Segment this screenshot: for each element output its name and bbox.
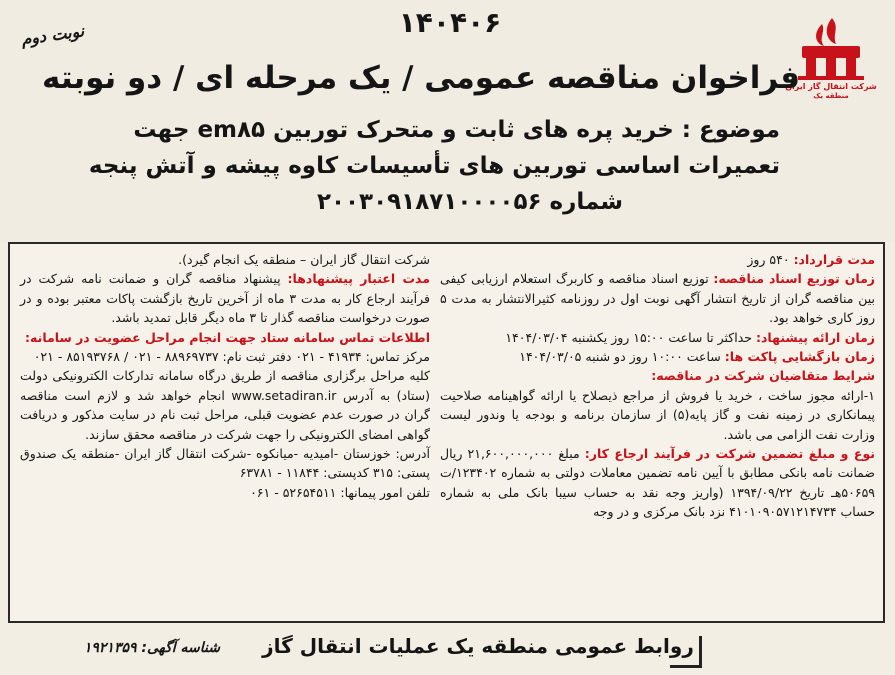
right-column <box>440 250 875 522</box>
setad-contacts: مرکز تماس: ۴۱۹۳۴ - ۰۲۱ دفتر ثبت نام: ۸۸۹۶۹۷۳۷ - ۰۲۱ / ۸۵۱۹۳۷۶۸ - ۰۲۱ <box>33 349 430 365</box>
contract-label: مدت قرارداد: <box>793 252 875 267</box>
proposal-deadline <box>440 328 875 347</box>
subject-line-3: شماره ۲۰۰۳۰۹۱۸۷۱۰۰۰۰۵۶ <box>316 189 624 215</box>
contract-duration <box>440 250 875 269</box>
notice-subject <box>88 112 780 220</box>
ad-identifier: شناسه آگهی: ۱۹۲۱۳۵۹ <box>83 640 220 656</box>
validity-label: مدت اعتبار پیشنهادها: <box>287 271 430 287</box>
distribution-time <box>440 269 875 327</box>
conditions-label: شرایط متقاضیان شرکت در مناقصه: <box>651 368 875 384</box>
procedure-text: کلیه مراحل برگزاری مناقصه از طریق درگاه سامانه تدارکات الکترونیکی دولت (ستاد) به آدرس www.setadiran.ir انجام خواهد شد و لازم است مناقصه گران در صورت عدم عضویت قبلی، مراحل ثبت نام در سایت مذکور و دریافت گواهی امضای الکترونیکی را جهت شرکت در مناقصه محقق سازند. <box>20 368 431 442</box>
validity-section <box>20 269 430 327</box>
address-text: آدرس: خوزستان -امیدیه -میانکوه -شرکت انتقال گاز ایران -منطقه یک صندوق پستی: ۳۱۵ کدپستی: ۱۱۸۴۴ - ۶۳۷۸۱ <box>20 446 430 481</box>
notice-header <box>0 0 895 242</box>
opening-label: زمان بازگشایی پاکت ها: <box>724 349 875 365</box>
contract-value: ۵۴۰ روز <box>747 252 790 267</box>
guarantee-section <box>440 444 875 522</box>
logo-company-name: شرکت انتقال گاز ایران <box>785 82 877 91</box>
left-column <box>20 250 430 502</box>
distribution-label: زمان توزیع اسناد مناقصه: <box>713 271 876 287</box>
subject-line-2: تعمیرات اساسی توربین های تأسیسات کاوه پیشه و آتش پنجه <box>88 153 780 179</box>
guarantee-label: نوع و مبلغ تضمین شرکت در فرآیند ارجاع کار: <box>584 446 876 462</box>
opening-value: ساعت ۱۰:۰۰ روز دو شنبه ۱۴۰۴/۰۳/۰۵ <box>519 349 721 365</box>
logo-region: منطقه یک <box>813 92 849 100</box>
contracts-phone: تلفن امور پیمانها: ۵۲۶۵۴۵۱۱ - ۰۶۱ <box>250 484 430 500</box>
public-relations-signature: روابط عمومی منطقه یک عملیات انتقال گاز <box>262 634 694 658</box>
guarantee-value: مبلغ ۲۱,۶۰۰,۰۰۰,۰۰۰ ریال ضمانت نامه بانکی مطابق با آیین نامه تضمین معاملات دولتی به شماره ۱۲۳۴۰۲/ت ۵۰۶۵۹هـ تاریخ ۱۳۹۴/۰۹/۲۲ (واریز وجه نقد به حساب سیبا بانک ملی به شماره حساب ۴۱۰۱۰۹۰۵۷۱۲۱۴۷۳۴ نزد بانک مرکزی و در وجه <box>440 446 875 520</box>
flame-logo-icon <box>792 16 870 82</box>
bidder-conditions: ۱-ارائه مجوز ساخت ، خرید یا فروش از مراجع ذیصلاح یا ارائه گواهینامه صلاحیت پیمانکاری در زمینه نفت و گاز پایه(۵) از سازمان برنامه و بودجه یا وندور لیست وزارت نفت الزامی می باشد. <box>440 387 875 442</box>
bidder-conditions-heading <box>440 366 875 385</box>
opening-time <box>440 347 875 366</box>
validity-value: پیشنهاد مناقصه گران و ضمانت نامه شرکت در فرآیند ارجاع کار به مدت ۳ ماه از آخرین تاریخ بازگشت پاکات معتبر بوده و در صورت درخواست مناقصه گذار تا ۳ ماه دیگر قابل تمدید باشد. <box>20 271 430 326</box>
subject-line-1: موضوع : خرید پره های ثابت و متحرک توربین em۸۵ جهت <box>133 117 780 143</box>
notice-body <box>8 242 885 623</box>
notice-number: ۱۴۰۴۰۶ <box>398 6 502 39</box>
notice-title: فراخوان مناقصه عمومی / یک مرحله ای / دو نوبته <box>42 60 800 96</box>
proposal-value: حداکثر تا ساعت ۱۵:۰۰ روز یکشنبه ۱۴۰۴/۰۳/۰۴ <box>505 329 752 345</box>
notice-footer <box>8 626 885 672</box>
setad-heading <box>20 328 430 347</box>
distribution-value: توزیع اسناد مناقصه و کاربرگ استعلام ارزیابی کیفی بین مناقصه گران از تاریخ انتشار آگهی نوبت اول در روزنامه کثیرالانتشار به مدت ۵ روز کاری خواهد بود. <box>440 271 875 326</box>
stage-note: نوبت دوم <box>20 21 86 49</box>
setad-label: اطلاعات تماس سامانه ستاد جهت انجام مراحل عضویت در سامانه: <box>25 329 430 345</box>
proposal-label: زمان ارائه پیشنهاد: <box>755 329 875 345</box>
left-intro: شرکت انتقال گاز ایران – منطقه یک انجام گیرد). <box>178 252 430 267</box>
